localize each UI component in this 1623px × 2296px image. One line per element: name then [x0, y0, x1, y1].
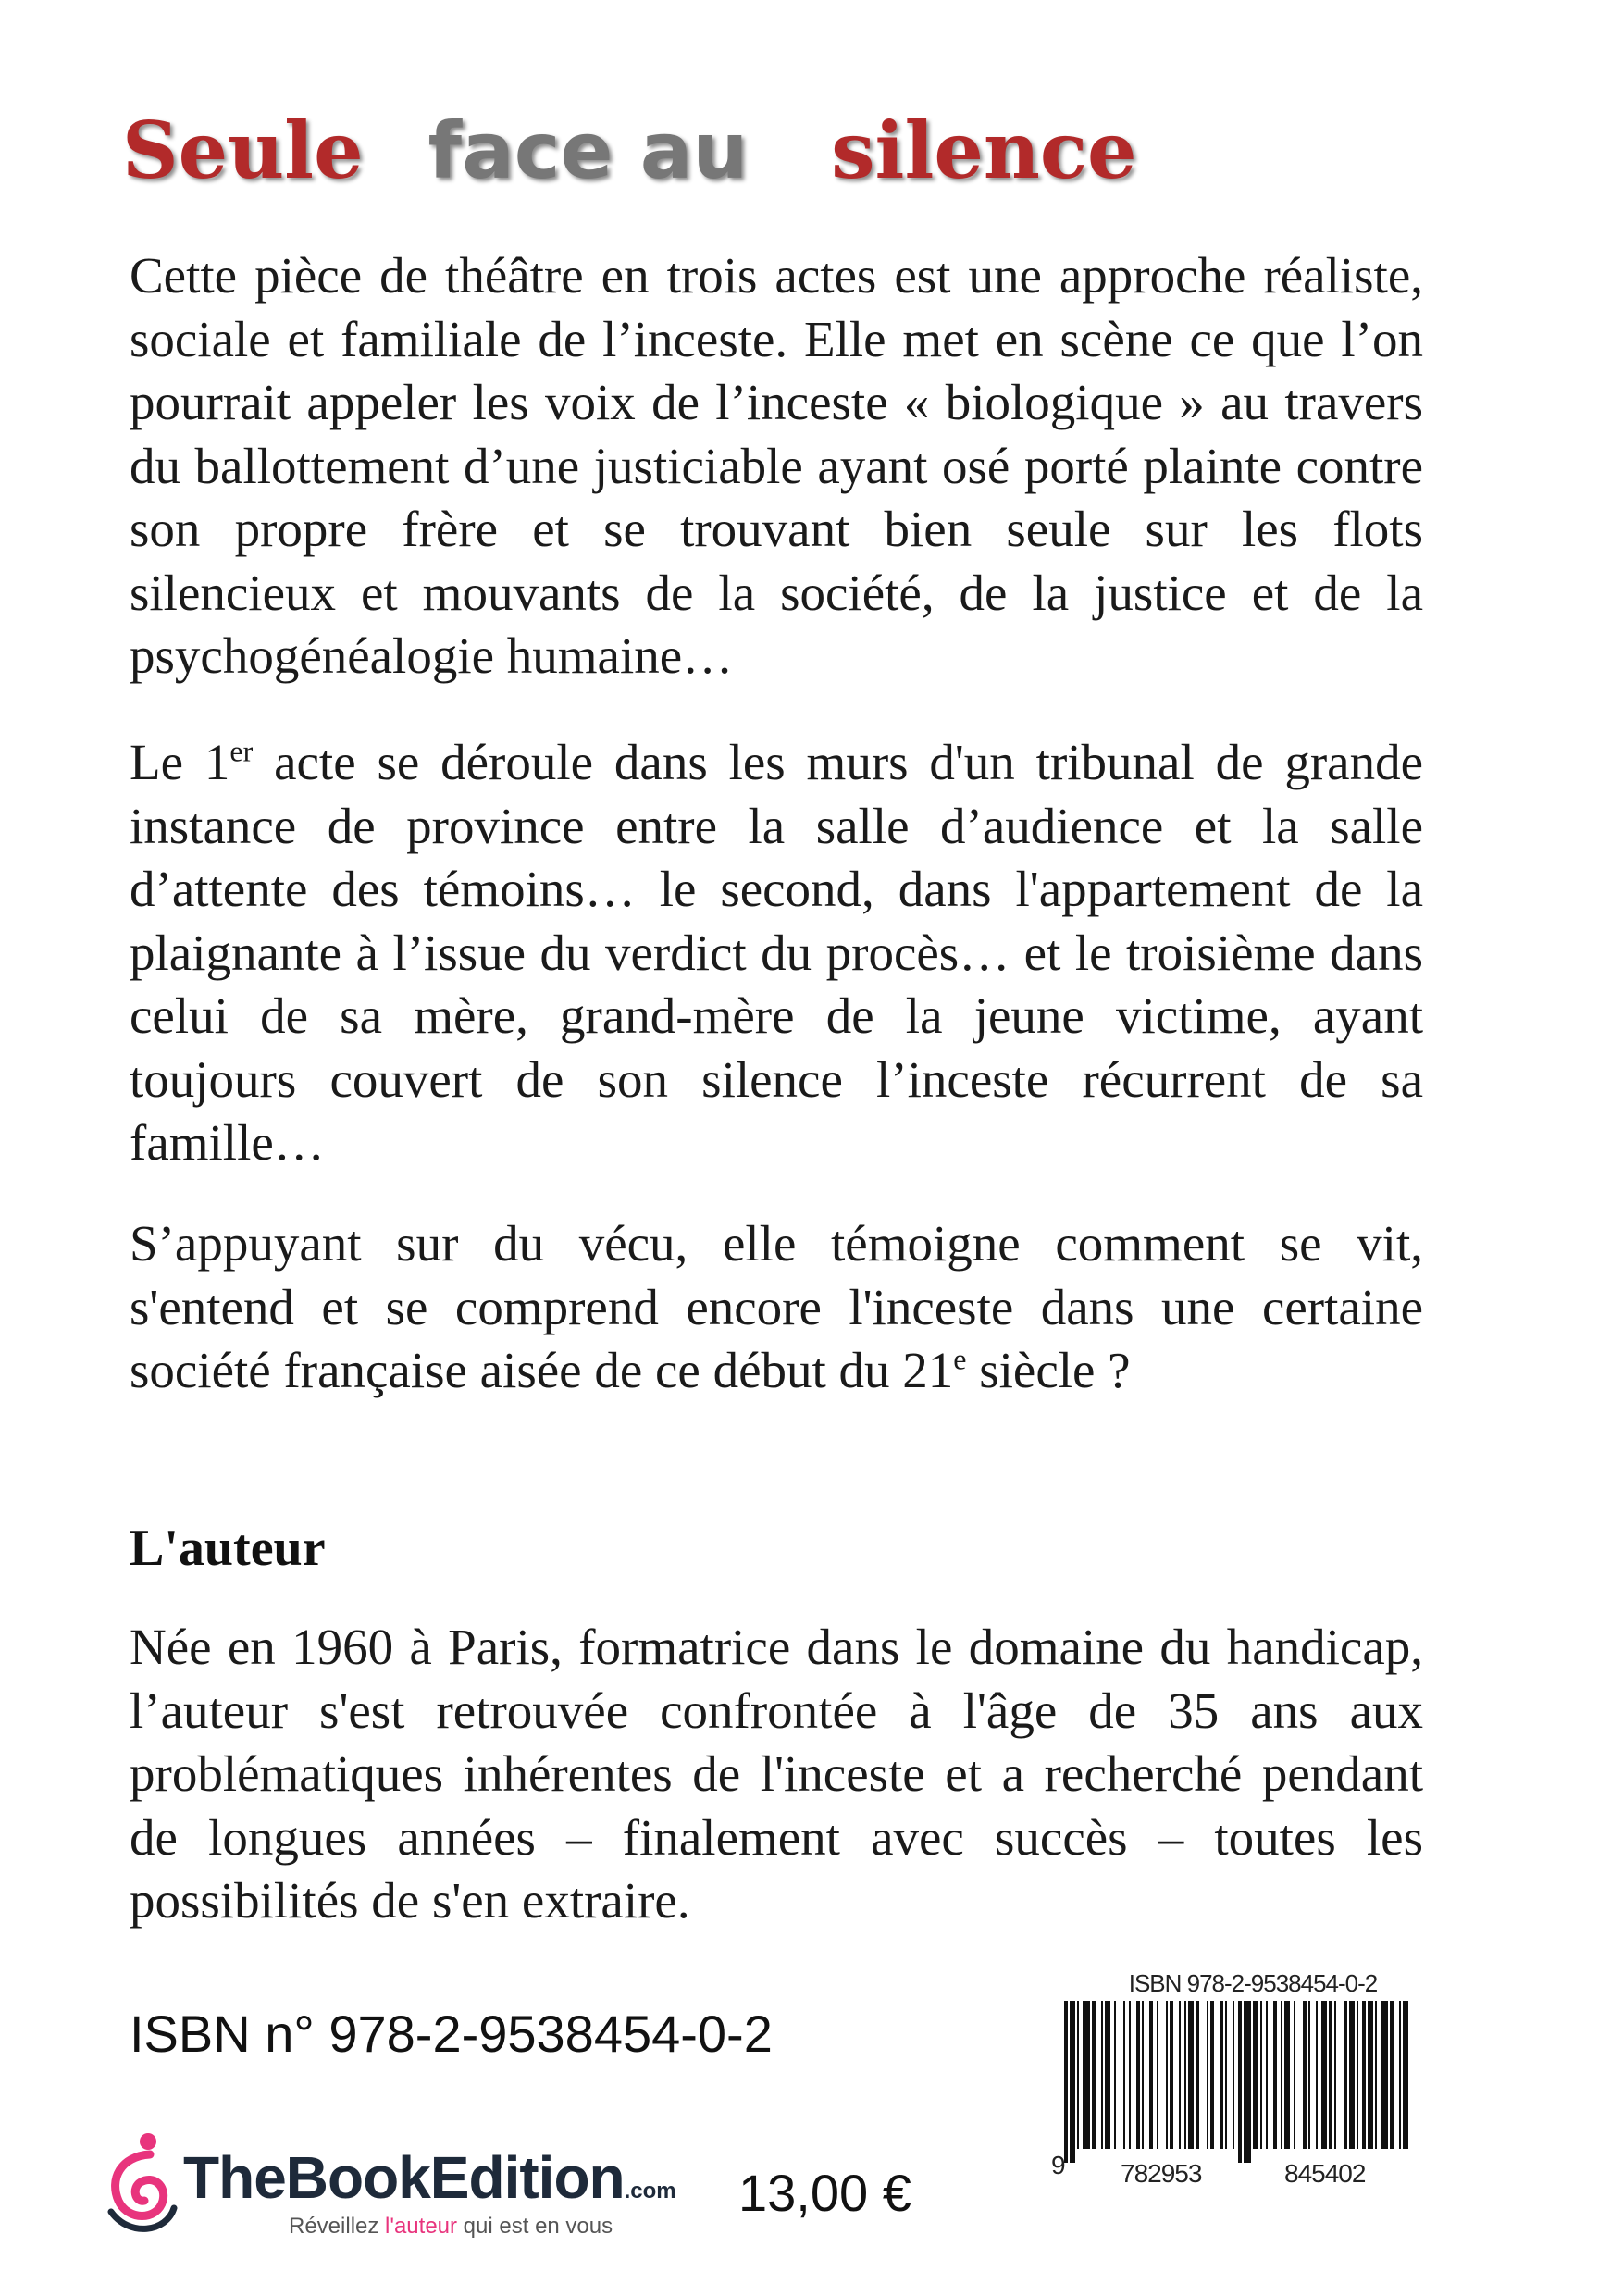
barcode-bar — [1260, 2001, 1262, 2149]
barcode-bar — [1210, 2001, 1214, 2149]
barcode-bar — [1070, 2001, 1075, 2163]
barcode-bar — [1149, 2001, 1153, 2149]
barcode-bar — [1184, 2001, 1186, 2149]
barcode-bar — [1281, 2001, 1282, 2149]
barcode-bar — [1390, 2001, 1394, 2149]
barcode-digits-right: 845402 — [1284, 2159, 1366, 2188]
barcode-bar — [1403, 2001, 1408, 2149]
p2-rest: acte se déroule dans les murs d'un tribunal de grande instance de province entre la salle d’audience et la salle d’attente des témoins… le second, dans l'appartement de la plaignante à l’issue du verdict du procès… et le troisième dans celui de sa mère, grand-mère de la jeune victime, ayant toujours couvert de son silence l’inceste récurrent de sa famille… — [130, 734, 1423, 1171]
barcode-bar — [1083, 2001, 1090, 2149]
barcode-bar — [1220, 2001, 1223, 2149]
synopsis-paragraph-1: Cette pièce de théâtre en trois actes est une approche réaliste, sociale et familiale de l’inceste. Elle met en scène ce que l’on pourrait appeler les voix de l’inceste « biologique » au travers du ballottement d’une justiciable ayant osé porté plainte contre son propre frère et se trouvant bien seule sur les flots silencieux et mouvants de la société, de la justice et de la psychogénéalogie humaine… — [130, 247, 1423, 684]
barcode-bar — [1136, 2001, 1140, 2149]
author-heading: L'auteur — [130, 1520, 326, 1577]
barcode-bar — [1375, 2001, 1377, 2149]
p2-superscript: er — [229, 734, 254, 768]
barcode-bar — [1399, 2001, 1401, 2149]
barcode-bar — [1166, 2001, 1168, 2149]
tagline-accent: l'auteur — [385, 2214, 458, 2239]
barcode-bars — [1044, 2001, 1432, 2186]
barcode-bar — [1334, 2001, 1336, 2149]
barcode-bar — [1238, 2001, 1242, 2163]
tagline-post: qui est en vous — [457, 2214, 613, 2239]
p3-rest: siècle ? — [966, 1342, 1131, 1398]
barcode-bar — [1381, 2001, 1388, 2149]
book-title — [122, 100, 1510, 202]
barcode-bar — [1101, 2001, 1103, 2149]
barcode-bar — [1123, 2001, 1125, 2149]
barcode-bar — [1329, 2001, 1332, 2149]
barcode-bar — [1344, 2001, 1347, 2149]
tagline-pre: Réveillez — [289, 2214, 386, 2239]
title-word-silence: silence — [831, 105, 1137, 196]
barcode-bar — [1266, 2001, 1268, 2149]
title-words-face-au: face au — [427, 105, 749, 196]
barcode-bar — [1064, 2001, 1068, 2163]
barcode-bar — [1368, 2001, 1373, 2149]
barcode-bar — [1157, 2001, 1158, 2149]
synopsis-paragraph-3 — [130, 1212, 1423, 1403]
barcode-bar — [1196, 2001, 1199, 2149]
barcode-bar — [1233, 2001, 1234, 2149]
barcode-bar — [1316, 2001, 1318, 2149]
barcode-bar — [1308, 2001, 1310, 2149]
publisher-name-suffix: .com — [624, 2178, 676, 2203]
publisher-swirl-icon — [93, 2128, 180, 2240]
barcode-bar — [1188, 2001, 1194, 2149]
synopsis-paragraph-2 — [130, 731, 1423, 1175]
barcode-bar — [1179, 2001, 1181, 2149]
p3-start: S’appuyant sur du vécu, elle témoigne comment se vit, s'entend et se comprend encore l'inceste dans une certaine société française aisée de ce début du 21 — [130, 1215, 1423, 1398]
barcode-bar — [1362, 2001, 1366, 2149]
barcode-bar — [1253, 2001, 1258, 2149]
barcode-bar — [1294, 2001, 1295, 2149]
barcode-bar — [1170, 2001, 1173, 2149]
barcode-digit-first: 9 — [1051, 2151, 1065, 2179]
barcode-bar — [1244, 2001, 1251, 2163]
barcode-digits-left: 782953 — [1121, 2159, 1202, 2188]
p2-start: Le 1 — [130, 734, 230, 790]
isbn-barcode — [1044, 1969, 1432, 2196]
p3-superscript: e — [953, 1342, 967, 1376]
barcode-bar — [1357, 2001, 1358, 2149]
publisher-tagline — [289, 2214, 613, 2240]
barcode-bar — [1284, 2001, 1290, 2149]
publisher-logo — [93, 2128, 685, 2249]
barcode-bar — [1207, 2001, 1208, 2149]
author-bio: Née en 1960 à Paris, formatrice dans le domaine du handicap, l’auteur s'est retrouvée confrontée à l'âge de 35 ans aux problématiques inhérentes de l'inceste et a recherché pendant de longues années – finalement avec succès – toutes les possibilités de s'en extraire. — [130, 1619, 1423, 1929]
barcode-bar — [1114, 2001, 1116, 2149]
publisher-name — [183, 2145, 676, 2224]
title-word-seule: Seule — [122, 105, 364, 196]
isbn-number: ISBN n° 978-2-9538454-0-2 — [130, 2004, 773, 2063]
barcode-bar — [1349, 2001, 1355, 2149]
barcode-bar — [1092, 2001, 1096, 2149]
barcode-bar — [1321, 2001, 1327, 2149]
book-price: 13,00 € — [738, 2164, 911, 2222]
barcode-bar — [1225, 2001, 1227, 2149]
barcode-bar — [1142, 2001, 1144, 2149]
barcode-bar — [1303, 2001, 1307, 2149]
barcode-bar — [1129, 2001, 1131, 2149]
barcode-bar — [1077, 2001, 1079, 2149]
barcode-bar — [1105, 2001, 1110, 2149]
barcode-bar — [1273, 2001, 1277, 2149]
barcode-isbn-label: ISBN 978-2-9538454-0-2 — [1128, 1969, 1378, 1997]
publisher-name-main: TheBookEdition — [183, 2144, 625, 2211]
